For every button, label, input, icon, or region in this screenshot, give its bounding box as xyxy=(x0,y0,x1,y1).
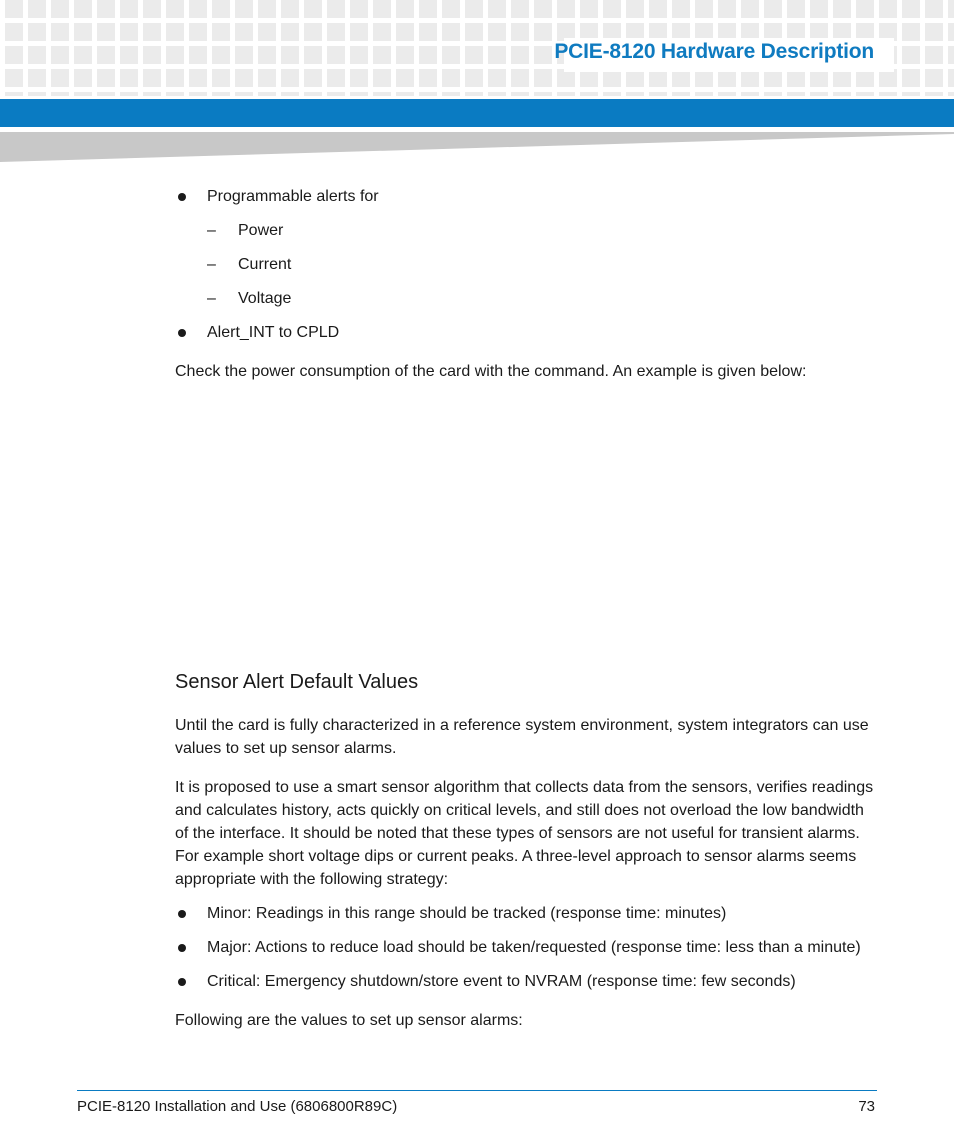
section-content xyxy=(175,714,880,1032)
list-item xyxy=(175,936,880,959)
sub-list-item-text: Current xyxy=(238,256,292,273)
footer-divider xyxy=(77,1090,877,1091)
list-item-text: Programmable alerts for xyxy=(207,188,379,205)
main-content xyxy=(175,184,880,383)
sub-list-item-text: Voltage xyxy=(238,290,292,307)
dash-mark: – xyxy=(207,290,216,307)
sub-list-item xyxy=(175,253,880,276)
body-paragraph: Until the card is fully characterized in a reference system environment, system integrators can use values to set up sensor alarms. xyxy=(175,717,869,757)
sub-list-item xyxy=(175,219,880,242)
sub-list-item-text: Power xyxy=(238,222,284,239)
list-item xyxy=(175,321,880,344)
list-item xyxy=(175,185,880,208)
section-title: Sensor Alert Default Values xyxy=(175,671,419,693)
list-item-text: Minor: Readings in this range should be tracked (response time: minutes) xyxy=(207,905,727,922)
list-item xyxy=(175,970,880,993)
dash-mark: – xyxy=(207,256,216,273)
footer-page-number: 73 xyxy=(858,1098,875,1115)
header-grey-wedge xyxy=(0,132,954,164)
list-item-text: Major: Actions to reduce load should be taken/requested (response time: less than a minute) xyxy=(207,939,861,956)
list-item-text: Critical: Emergency shutdown/store event to NVRAM (response time: few seconds) xyxy=(207,973,796,990)
header-blue-band xyxy=(0,99,954,127)
body-paragraph: Check the power consumption of the card with the command. An example is given below: xyxy=(175,363,807,380)
dash-mark: – xyxy=(207,222,216,239)
body-paragraph: Following are the values to set up sensor alarms: xyxy=(175,1012,523,1029)
list-item-text: Alert_INT to CPLD xyxy=(207,324,340,341)
footer-doc-title: PCIE-8120 Installation and Use (6806800R89C) xyxy=(77,1098,398,1115)
sub-list-item xyxy=(175,287,880,310)
list-item xyxy=(175,902,880,925)
body-paragraph: It is proposed to use a smart sensor algorithm that collects data from the sensors, verifies readings and calculates history, acts quickly on critical levels, and still does not overload the low bandwidth of the interface. It should be noted that these types of sensors are not useful for transient alarms. For example short voltage dips or current peaks. A three-level approach to sensor alarms seems appropriate with the following strategy: xyxy=(175,779,874,888)
page-header-title: PCIE-8120 Hardware Description xyxy=(554,40,874,63)
